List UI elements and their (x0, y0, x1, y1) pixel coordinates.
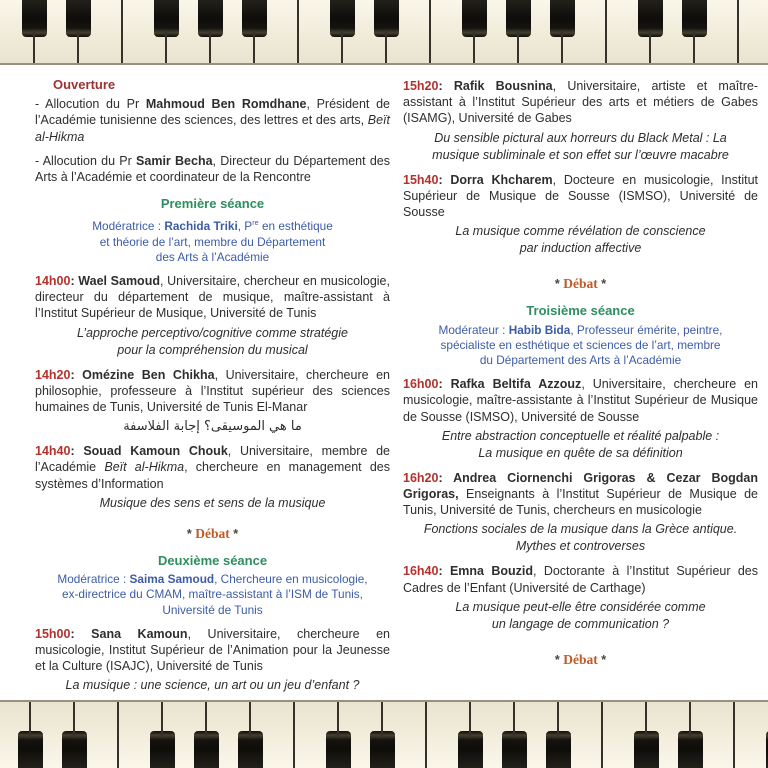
talk-entry-15h00 (35, 626, 390, 695)
debat-separator-2: * Débat * (554, 276, 607, 292)
white-key-separator (161, 702, 163, 738)
program-content (0, 65, 768, 700)
talk-title-15h00: La musique : une science, un art ou un jeu d’enfant ? (65, 678, 360, 693)
white-key-separator (469, 702, 471, 738)
talk-entry-15h40 (403, 172, 758, 258)
white-key-separator (429, 0, 431, 63)
white-key-separator (297, 0, 299, 63)
talk-entry-16h20 (403, 470, 758, 556)
session-title-deuxieme: Deuxième séance (157, 552, 268, 568)
section-heading-ouverture: Ouverture (53, 77, 116, 92)
white-key-separator (693, 30, 695, 63)
left-column (35, 76, 390, 700)
white-key-separator (209, 30, 211, 63)
white-key-separator (605, 0, 607, 63)
white-key-separator (205, 702, 207, 738)
talk-title-14h00: L’approche perceptivo/cognitive comme stratégie pour la compréhension du musical (77, 325, 348, 357)
white-key-separator (733, 702, 735, 768)
white-key-separator (33, 30, 35, 63)
white-key-separator (601, 702, 603, 768)
talk-entry-14h20 (35, 367, 390, 436)
white-key-separator (385, 30, 387, 63)
session-head-premiere (35, 196, 390, 265)
white-key-separator (645, 702, 647, 738)
session-title-premiere: Première séance (160, 196, 265, 212)
speaker-line-14h00: 14h00: Wael Samoud, Universitaire, chercheur en musicologie, directeur du département de musique, maître-assistant à l’Institut Supérieur de Musique, Université de Tunis (35, 273, 390, 321)
white-key-separator (473, 30, 475, 63)
speaker-line-16h40: 16h40: Emna Bouzid, Doctorante à l’Institut Supérieur des Cadres de l’Enfant (Université de Carthage) (403, 564, 759, 595)
speaker-line-15h20: 15h20: Rafik Bousnina, Universitaire, artiste et maître-assistant à l’Institut Supérieur des arts et métiers de Gabes (ISAMG), Université de Gabes (403, 79, 758, 126)
white-key-separator (513, 702, 515, 738)
white-key-separator (381, 702, 383, 738)
white-key-separator (425, 702, 427, 768)
speaker-line-15h00: 15h00: Sana Kamoun, Universitaire, chercheure en musicologie, Institut Supérieur de l’Animation pour la Jeunesse et la Culture (ISAJC), Université de Tunis (35, 626, 390, 674)
right-column (403, 76, 758, 700)
speaker-line-14h40: 14h40: Souad Kamoun Chouk, Universitaire, membre de l’Académie Beït al-Hikma, chercheure en management des systèmes d’Information (35, 444, 391, 491)
session-title-troisieme: Troisième séance (526, 303, 635, 319)
talk-title-16h40: La musique peut-elle être considérée comme un langage de communication ? (455, 599, 706, 631)
talk-title-16h00: Entre abstraction conceptuelle et réalité palpable : La musique en quête de sa définition (441, 428, 720, 460)
talk-entry-15h20 (403, 78, 758, 164)
talk-title-14h40: Musique des sens et sens de la musique (99, 495, 326, 510)
speaker-line-16h00: 16h00: Rafka Beltifa Azzouz, Universitaire, chercheure en musicologie, maître-assistante à l’Institut Supérieur de Musique de Sousse (ISMSO), Université de Sousse (403, 377, 759, 424)
debat-separator-1: * Débat * (186, 525, 239, 541)
piano-keyboard-bottom (0, 700, 768, 768)
allocution-item-2: - Allocution du Pr Samir Becha, Directeur du Département des Arts à l’Académie et coordinateur de la Rencontre (35, 153, 391, 185)
white-key-separator (249, 702, 251, 738)
white-key-separator (737, 0, 739, 63)
talk-title-15h20: Du sensible pictural aux horreurs du Black Metal : La musique subliminale et son effet sur l’œuvre macabre (432, 130, 729, 162)
white-key-separator (557, 702, 559, 738)
white-key-separator (121, 0, 123, 63)
session-head-deuxieme (35, 553, 390, 618)
talk-title-14h20-arabic: ما هي الموسيقى؟ إجابة الفلاسفة (123, 419, 302, 435)
white-key-separator (341, 30, 343, 63)
white-key-separator (517, 30, 519, 63)
moderator-line-premiere: Modératrice : Rachida Triki, $P^{re}$ en esthétique et théorie de l’art, membre du Département des Arts à l’Académie (92, 218, 333, 264)
white-key-separator (165, 30, 167, 63)
allocution-item-1: - Allocution du Pr Mahmoud Ben Romdhane, Président de l’Académie tunisienne des sciences, des lettres et des arts, Beït al-Hikma (35, 97, 390, 144)
piano-keyboard-top (0, 0, 768, 65)
talk-title-15h40: La musique comme révélation de conscience par induction affective (455, 224, 706, 256)
white-key-separator (73, 702, 75, 738)
talk-entry-14h00 (35, 273, 390, 359)
debat-separator-3: * Débat * (554, 651, 607, 667)
white-key-separator (29, 702, 31, 738)
speaker-line-14h20: 14h20: Omézine Ben Chikha, Universitaire, chercheure en philosophie, professeure à l’Institut supérieur des sciences humaines de Tunis, Université de Tunis El-Manar (35, 367, 390, 414)
white-key-separator (117, 702, 119, 768)
moderator-line-troisieme: Modérateur : Habib Bida, Professeur émérite, peintre, spécialiste en esthétique et sciences de l’art, membre du Département des Arts à l’Académie (438, 322, 723, 368)
moderator-line-deuxieme: Modératrice : Saima Samoud, Chercheure en musicologie, ex-directrice du CMAM, maître-assistant à l’ISM de Tunis, Université de Tunis (57, 572, 368, 617)
white-key-separator (253, 30, 255, 63)
white-key-separator (689, 702, 691, 738)
speaker-line-15h40: 15h40: Dorra Khcharem, Docteure en musicologie, Institut Supérieur de Musique de Sousse (ISMSO), Université de Sousse (403, 172, 759, 220)
white-key-separator (293, 702, 295, 768)
session-head-troisieme (403, 303, 758, 368)
talk-title-16h20: Fonctions sociales de la musique dans la Grèce antique. Mythes et controverses (423, 522, 738, 554)
speaker-line-16h20: 16h20: Andrea Ciornenchi Grigoras & Cezar Bogdan Grigoras, Enseignants à l’Institut Supérieur de Musique de Tunis, Université de Tunis, chercheurs en musicologie (403, 470, 758, 518)
talk-entry-16h40 (403, 563, 758, 632)
talk-entry-14h40 (35, 443, 390, 512)
white-key-separator (649, 30, 651, 63)
white-key-separator (561, 30, 563, 63)
white-key-separator (337, 702, 339, 738)
talk-entry-16h00 (403, 376, 758, 462)
white-key-separator (77, 30, 79, 63)
